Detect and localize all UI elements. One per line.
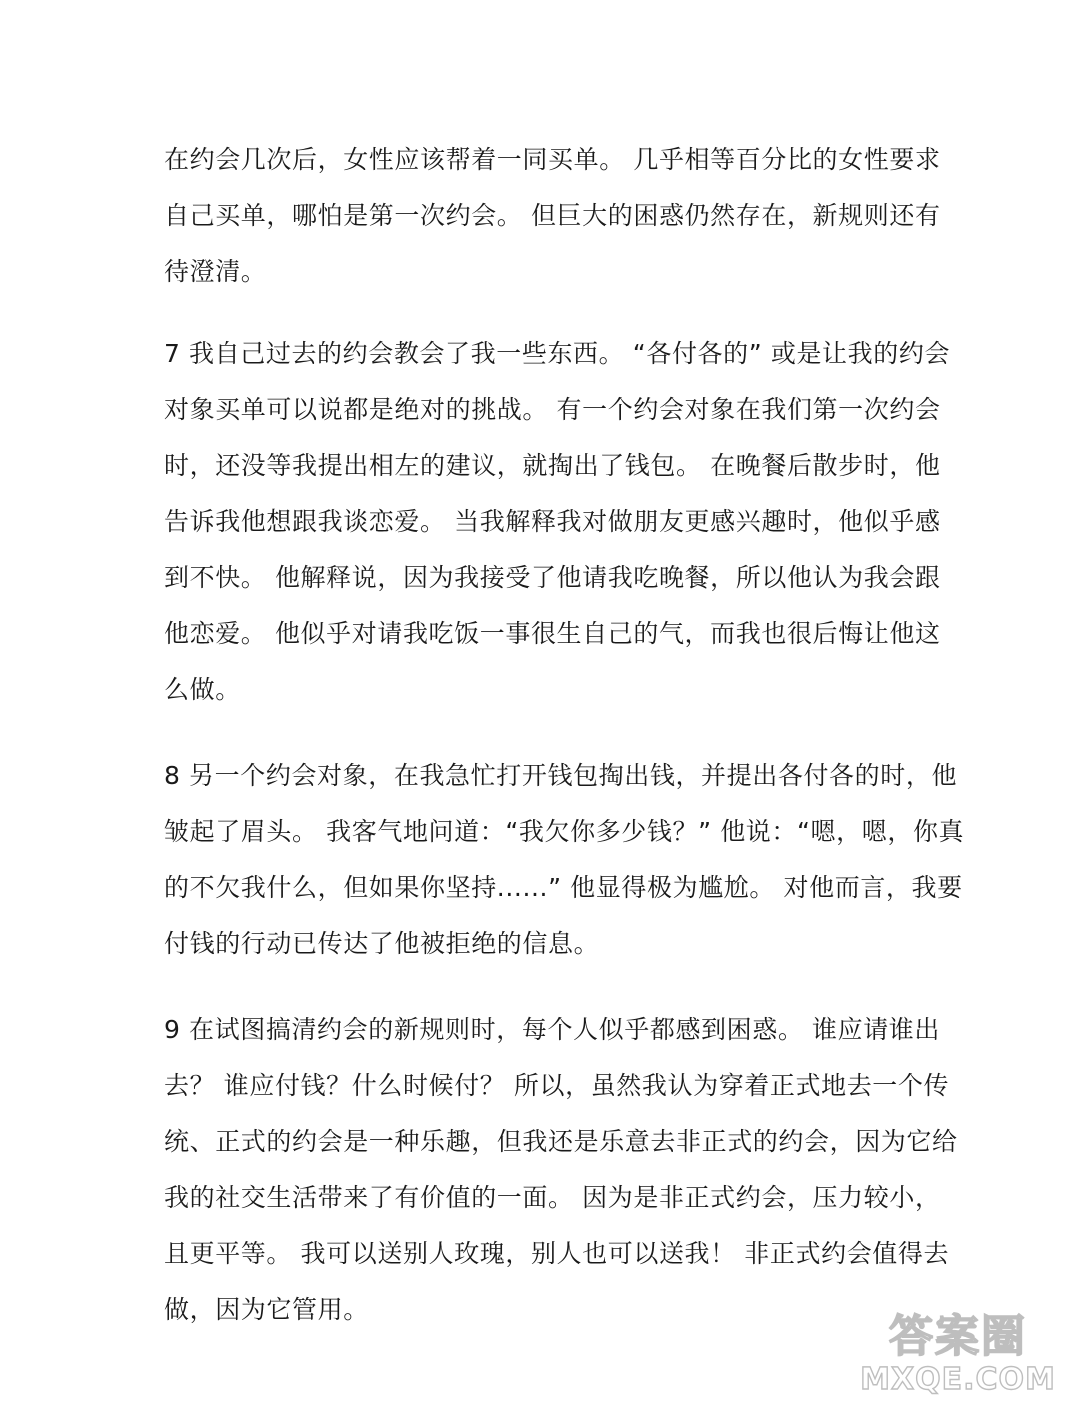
text-line: 付钱的行动已传达了他被拒绝的信息。: [164, 929, 600, 958]
text-line: 9 在试图搞清约会的新规则时，每个人似乎都感到困惑。 谁应请谁出: [164, 1015, 941, 1044]
text-line: 7 我自己过去的约会教会了我一些东西。 “各付各的” 或是让我的约会: [164, 339, 951, 368]
text-line: 时，还没等我提出相左的建议，就掏出了钱包。 在晚餐后散步时，他: [164, 451, 941, 480]
text-line: 皱起了眉头。 我客气地问道：“我欠你多少钱？” 他说：“嗯，嗯，你真: [164, 817, 965, 846]
text-line: 且更平等。 我可以送别人玫瑰，别人也可以送我！ 非正式约会值得去: [164, 1239, 950, 1268]
text-line: 8 另一个约会对象，在我急忙打开钱包掏出钱，并提出各付各的时，他: [164, 761, 958, 790]
text-line: 到不快。 他解释说，因为我接受了他请我吃晚餐，所以他认为我会跟: [164, 563, 941, 592]
text-line: 去？ 谁应付钱？什么时候付？ 所以，虽然我认为穿着正式地去一个传: [164, 1071, 950, 1100]
paragraph-7: [164, 326, 951, 718]
watermark-site: MXQE.COM: [860, 1362, 1056, 1397]
paragraph-8: [164, 748, 965, 972]
watermark-logo: 答案圈: [889, 1311, 1027, 1362]
paragraph-1: [164, 132, 941, 300]
paragraph-9: [164, 1002, 958, 1338]
text-line: 我的社交生活带来了有价值的一面。 因为是非正式约会，压力较小，: [164, 1183, 941, 1212]
text-line: 待澄清。: [164, 257, 267, 286]
text-line: 自己买单，哪怕是第一次约会。 但巨大的困惑仍然存在，新规则还有: [164, 201, 941, 230]
text-line: 么做。: [164, 675, 241, 704]
site-watermark: [858, 1312, 1058, 1402]
text-line: 做，因为它管用。: [164, 1295, 369, 1324]
text-line: 对象买单可以说都是绝对的挑战。 有一个约会对象在我们第一次约会: [164, 395, 941, 424]
text-line: 的不欠我什么，但如果你坚持......” 他显得极为尴尬。 对他而言，我要: [164, 873, 963, 902]
text-line: 在约会几次后，女性应该帮着一同买单。 几乎相等百分比的女性要求: [164, 145, 941, 174]
text-line: 他恋爱。 他似乎对请我吃饭一事很生自己的气，而我也很后悔让他这: [164, 619, 941, 648]
text-line: 统、正式的约会是一种乐趣，但我还是乐意去非正式的约会，因为它给: [164, 1127, 958, 1156]
text-line: 告诉我他想跟我谈恋爱。 当我解释我对做朋友更感兴趣时，他似乎感: [164, 507, 941, 536]
